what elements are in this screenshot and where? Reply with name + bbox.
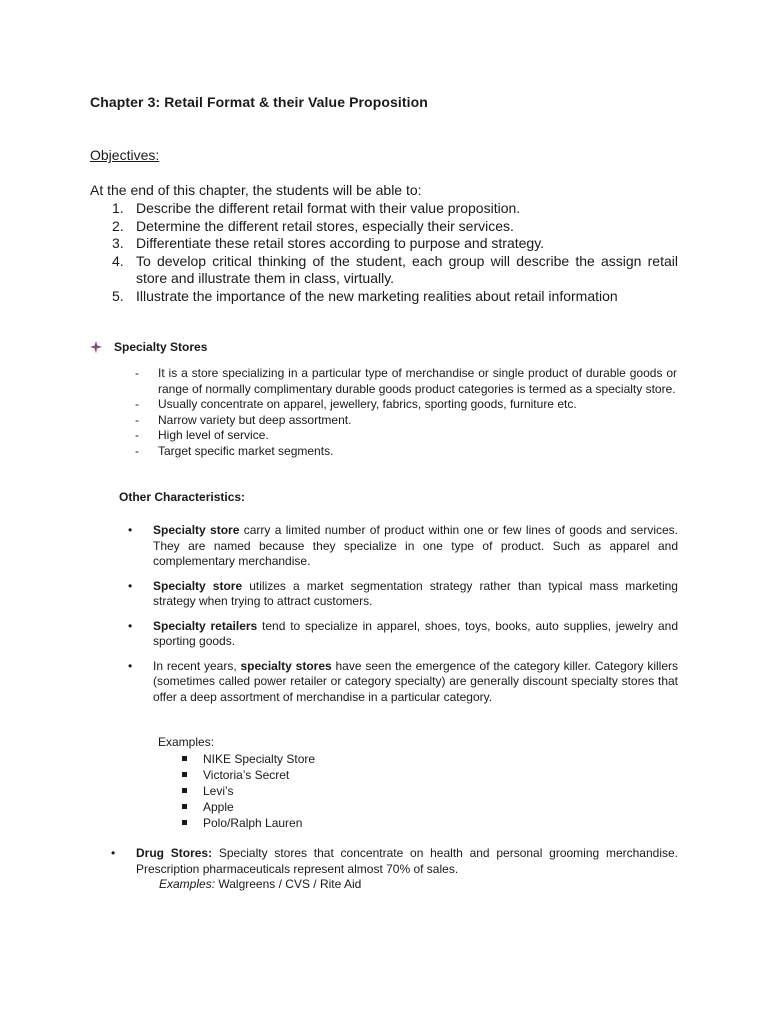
objective-item <box>90 235 678 253</box>
objectives-list <box>90 200 678 305</box>
square-bullet-icon <box>182 820 187 825</box>
item-text: In recent years, <box>153 658 241 673</box>
item-text: tend to specialize in apparel, shoes, toys, books, auto supplies, jewelry and sporting goods. <box>153 618 678 648</box>
example-item <box>180 767 315 783</box>
other-characteristics-heading: Other Characteristics: <box>119 490 246 504</box>
square-bullet-icon <box>182 788 187 793</box>
example-text: Apple <box>203 800 234 814</box>
objective-item <box>90 200 678 218</box>
objective-text: Differentiate these retail stores according to purpose and strategy. <box>136 235 545 251</box>
objective-item <box>90 253 678 288</box>
bullet-marker: • <box>128 578 133 593</box>
point-text: Usually concentrate on apparel, jewellery, fabrics, sporting goods, furniture etc. <box>158 397 577 411</box>
list-item <box>135 428 677 444</box>
specialty-stores-heading <box>90 340 207 354</box>
objective-number: 3. <box>112 235 124 251</box>
objective-item <box>90 288 678 306</box>
chapter-title: Chapter 3: Retail Format & their Value Proposition <box>90 94 428 110</box>
example-text: Victoria’s Secret <box>203 768 290 782</box>
examples-list <box>180 751 315 831</box>
square-bullet-icon <box>182 804 187 809</box>
item-text: Specialty stores that concentrate on health and personal grooming merchandise. Prescription pharmaceuticals represent almost 70% of sales. <box>136 846 678 876</box>
example-item <box>180 799 315 815</box>
dash-marker: - <box>135 412 139 427</box>
specialty-points-list <box>135 366 677 459</box>
square-bullet-icon <box>182 756 187 761</box>
item-text: have seen the emergence of the category killer. Category killers (sometimes called power retailer or category specialty) are generally discount specialty stores that offer a deep assortment of merchandise in a particular category. <box>153 658 679 704</box>
drug-stores-examples <box>108 877 678 893</box>
example-text: NIKE Specialty Store <box>203 752 316 766</box>
item-text: carry a limited number of product within one or few lines of goods and services. They are named because they specialize in one type of product. Such as apparel and complementary merchandise. <box>153 523 679 568</box>
point-text: It is a store specializing in a particular type of merchandise or single product of durable goods or range of normally complimentary durable goods product categories is termed as a specialty store. <box>158 366 677 396</box>
drug-stores-item <box>108 846 678 893</box>
bullet-marker: • <box>111 846 116 860</box>
bold-term: Specialty retailers <box>153 618 258 633</box>
examples-text: Walgreens / CVS / Rite Aid <box>215 877 362 891</box>
list-item <box>125 579 678 610</box>
drug-stores-text <box>108 846 678 877</box>
list-item <box>125 523 678 570</box>
bold-term: Specialty store <box>153 523 240 537</box>
bold-term: specialty stores <box>240 658 332 673</box>
examples-label: Examples: <box>159 877 216 891</box>
objective-text: To develop critical thinking of the student, each group will describe the assign retail store and illustrate them in class, virtually. <box>136 252 678 286</box>
bold-term: Specialty store <box>153 578 243 593</box>
dash-marker: - <box>135 443 139 458</box>
objective-number: 2. <box>112 217 124 234</box>
objective-item <box>90 218 678 236</box>
four-point-star-icon <box>90 341 102 353</box>
list-item <box>135 413 677 429</box>
square-bullet-icon <box>182 772 187 777</box>
list-item <box>135 366 677 397</box>
dash-marker: - <box>135 397 139 411</box>
list-item <box>135 444 677 460</box>
objective-text: Describe the different retail format with their value proposition. <box>136 200 521 216</box>
examples-label: Examples: <box>158 735 215 749</box>
section-title: Specialty Stores <box>114 340 208 354</box>
example-item <box>180 783 315 799</box>
objective-text: Illustrate the importance of the new marketing realities about retail information <box>136 287 618 304</box>
objective-number: 4. <box>112 252 124 269</box>
bullet-marker: • <box>128 618 133 633</box>
example-item <box>180 751 315 767</box>
objective-text: Determine the different retail stores, especially their services. <box>136 217 514 234</box>
list-item <box>125 659 678 706</box>
bold-term: Drug Stores: <box>136 846 213 860</box>
bullet-marker: • <box>128 658 133 673</box>
bullet-marker: • <box>128 523 133 537</box>
item-text: utilizes a market segmentation strategy rather than typical mass marketing strategy when trying to attract customers. <box>153 578 678 608</box>
characteristics-list <box>125 523 678 714</box>
example-text: Polo/Ralph Lauren <box>203 816 303 830</box>
dash-marker: - <box>135 366 139 380</box>
list-item <box>135 397 677 413</box>
point-text: Narrow variety but deep assortment. <box>158 412 352 427</box>
objective-number: 5. <box>112 287 124 304</box>
objectives-heading: Objectives: <box>90 147 160 163</box>
example-text: Levi’s <box>203 784 234 798</box>
point-text: High level of service. <box>158 428 269 442</box>
dash-marker: - <box>135 428 139 442</box>
objectives-intro: At the end of this chapter, the students will be able to: <box>90 182 422 198</box>
objective-number: 1. <box>112 200 124 216</box>
example-item <box>180 815 315 831</box>
list-item <box>125 619 678 650</box>
point-text: Target specific market segments. <box>158 443 334 458</box>
